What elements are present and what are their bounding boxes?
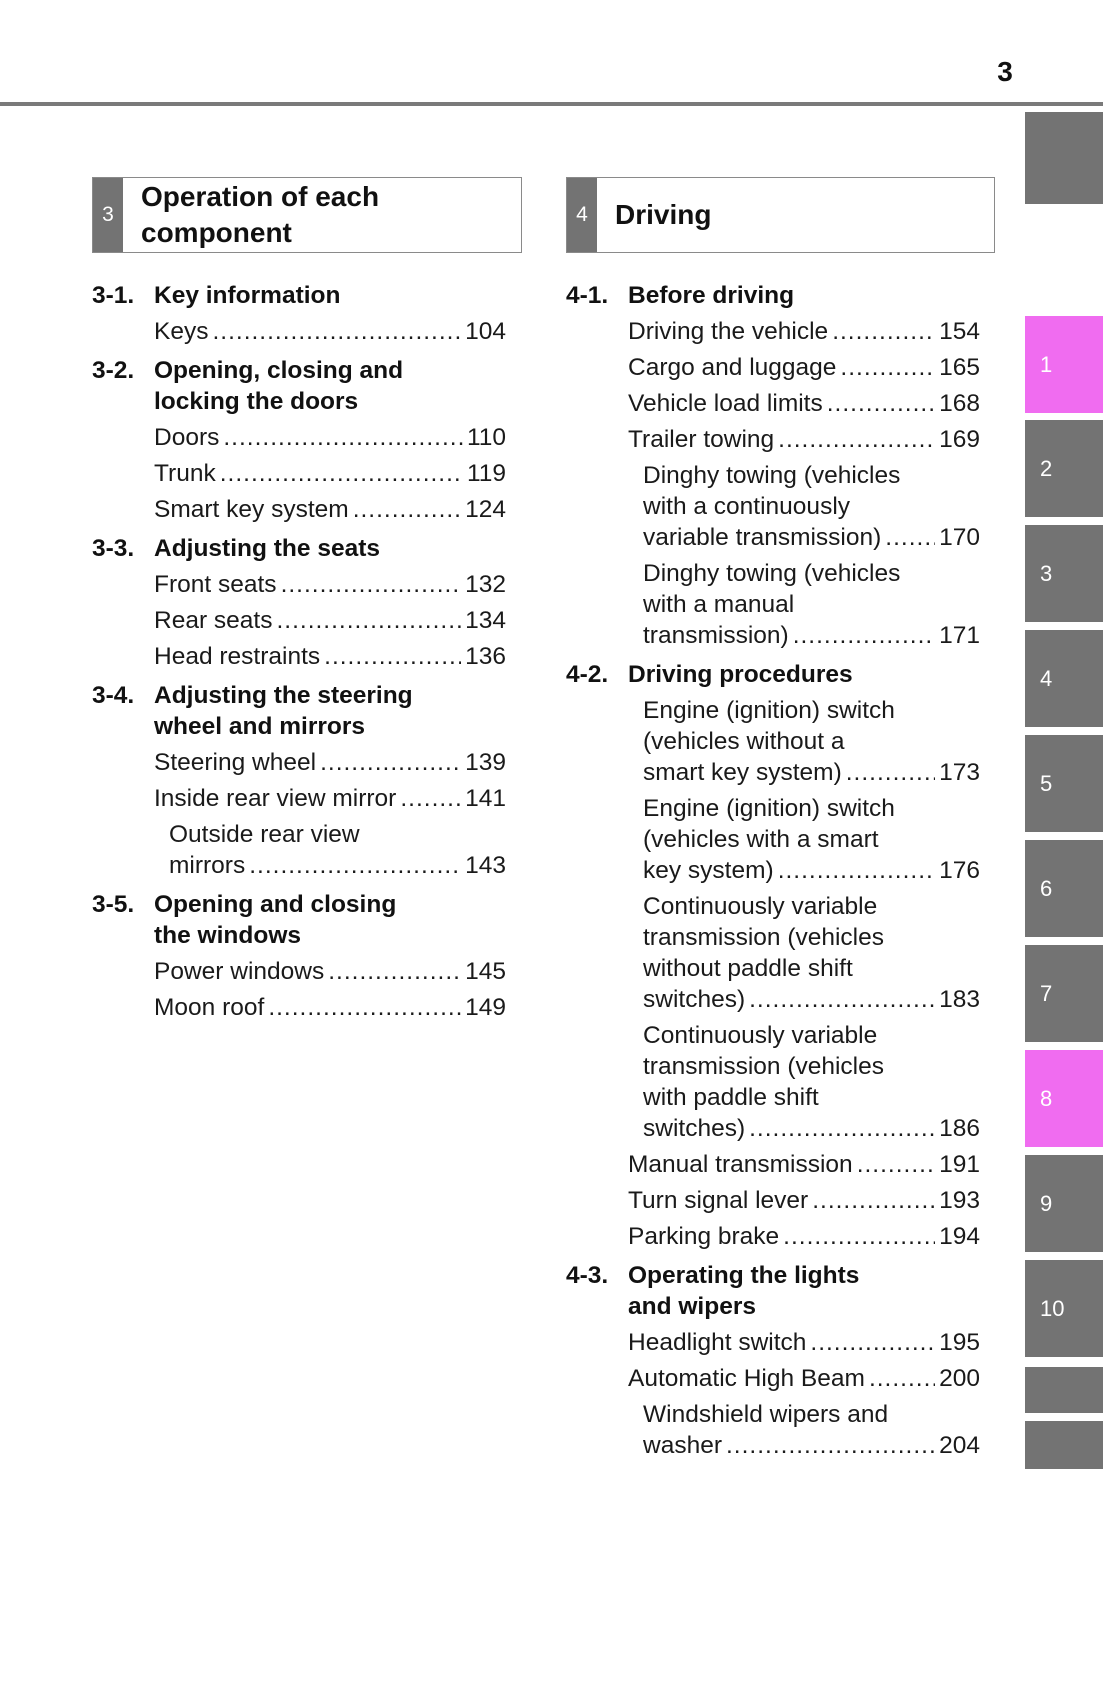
side-tab-label: 5 — [1040, 770, 1053, 796]
toc-entry[interactable] — [628, 793, 980, 886]
side-tab-9[interactable] — [1025, 1155, 1103, 1252]
toc-entry[interactable] — [154, 819, 506, 881]
toc-page-number[interactable]: 139 — [465, 749, 506, 776]
dot-leader — [810, 1327, 935, 1358]
toc-page-number[interactable]: 171 — [939, 622, 980, 649]
side-tab-label: 3 — [1040, 560, 1053, 586]
dot-leader — [320, 747, 461, 778]
toc-entry-text: Headlight switch — [628, 1329, 807, 1356]
toc-entry[interactable] — [154, 494, 506, 525]
toc-entry-text: Engine (ignition) switch — [643, 795, 895, 822]
dot-leader — [778, 424, 935, 455]
toc-entry[interactable] — [154, 422, 506, 453]
toc-entry-text: Steering wheel — [154, 749, 317, 776]
toc-page-number[interactable]: 173 — [939, 759, 980, 786]
toc-section-title: Operating the lights and wipers — [628, 1262, 860, 1320]
chapter-3-title-line1: Operation of each — [141, 181, 380, 212]
dot-leader — [249, 850, 461, 881]
toc-entry-text: Parking brake — [628, 1223, 780, 1250]
toc-page-number[interactable]: 186 — [939, 1115, 980, 1142]
side-tab-1[interactable] — [1025, 316, 1103, 413]
toc-entry[interactable] — [154, 458, 506, 489]
toc-section-title: Driving procedures — [628, 661, 853, 688]
toc-page-number[interactable]: 195 — [939, 1329, 980, 1356]
toc-page-number[interactable]: 149 — [465, 994, 506, 1021]
dot-leader — [840, 352, 935, 383]
toc-entry[interactable] — [628, 558, 980, 651]
toc-entry-text: Moon roof — [154, 994, 265, 1021]
toc-entry-text: transmission) — [643, 622, 789, 649]
toc-section-heading — [566, 1260, 980, 1322]
dot-leader — [783, 1221, 935, 1252]
toc-entry-text: switches) — [643, 986, 746, 1013]
toc-entry-text: with a manual — [643, 591, 795, 618]
dot-leader — [223, 422, 463, 453]
side-tab-4[interactable] — [1025, 630, 1103, 727]
toc-section-heading — [92, 533, 506, 564]
side-tab-label: 10 — [1040, 1295, 1065, 1321]
toc-entry-text: Driving the vehicle — [628, 318, 829, 345]
toc-entry-text: with paddle shift — [643, 1084, 819, 1111]
dot-leader — [778, 855, 935, 886]
toc-entry-text: Engine (ignition) switch — [643, 697, 895, 724]
toc-section-heading — [92, 680, 506, 742]
side-tab-blank[interactable] — [1025, 1367, 1103, 1413]
chapter-3-header — [92, 177, 522, 253]
toc-entry-text: Front seats — [154, 571, 277, 598]
toc-page-number[interactable]: 191 — [939, 1151, 980, 1178]
toc-page-number[interactable]: 141 — [465, 785, 506, 812]
toc-section-title: Adjusting the seats — [154, 535, 380, 562]
toc-entry-text: Outside rear view — [169, 821, 360, 848]
toc-entry-text: Inside rear view mirror — [154, 785, 397, 812]
toc-entry-text: Power windows — [154, 958, 325, 985]
side-tab-label: 6 — [1040, 875, 1053, 901]
toc-entry[interactable] — [628, 1327, 980, 1358]
toc-section-heading — [92, 355, 506, 417]
toc-entry[interactable] — [154, 747, 506, 778]
toc-section-number: 3-3. — [92, 535, 135, 562]
toc-entry[interactable] — [628, 1149, 980, 1180]
toc-page-number[interactable]: 200 — [939, 1365, 980, 1392]
toc-entry-text: switches) — [643, 1115, 746, 1142]
toc-page-number[interactable]: 134 — [465, 607, 506, 634]
chapter-3-title-line2: component — [141, 217, 292, 248]
dot-leader — [869, 1363, 935, 1394]
toc-section-title: Opening, closing and locking the doors — [154, 357, 404, 415]
chapter-4-toc — [566, 280, 980, 1461]
toc-page-number[interactable]: 204 — [939, 1432, 980, 1459]
toc-page-number[interactable]: 154 — [939, 318, 980, 345]
dot-leader — [885, 522, 935, 553]
dot-leader — [749, 1113, 935, 1144]
toc-entry-text: Trailer towing — [628, 426, 775, 453]
toc-section-title: Key information — [154, 282, 341, 309]
toc-entry-text: Manual transmission — [628, 1151, 853, 1178]
chapter-3-number: 3 — [93, 178, 123, 252]
toc-section-number: 4-2. — [566, 661, 609, 688]
dot-leader — [846, 757, 935, 788]
toc-entry-text: Turn signal lever — [628, 1187, 809, 1214]
dot-leader — [827, 388, 935, 419]
toc-entry[interactable] — [154, 992, 506, 1023]
toc-entry[interactable] — [628, 388, 980, 419]
toc-entry[interactable] — [154, 316, 506, 347]
toc-entry-text: Cargo and luggage — [628, 354, 837, 381]
toc-entry-text: washer — [643, 1432, 722, 1459]
toc-entry-text: Continuously variable — [643, 1022, 878, 1049]
toc-entry-text: Dinghy towing (vehicles — [643, 560, 901, 587]
dot-leader — [832, 316, 935, 347]
side-tab-label: 8 — [1040, 1085, 1053, 1111]
chapter-4-title: Driving — [615, 199, 712, 230]
side-tab-6[interactable] — [1025, 840, 1103, 937]
side-tab-7[interactable] — [1025, 945, 1103, 1042]
toc-section-number: 3-5. — [92, 891, 135, 918]
toc-page-number[interactable]: 176 — [939, 857, 980, 884]
toc-entry-text: Keys — [154, 318, 209, 345]
toc-entry[interactable] — [154, 569, 506, 600]
toc-entry-text: transmission (vehicles — [643, 924, 884, 951]
toc-entry[interactable] — [628, 316, 980, 347]
side-tab-blank[interactable] — [1025, 1421, 1103, 1469]
toc-section-title: Opening and closing the windows — [154, 891, 397, 949]
dot-leader — [726, 1430, 935, 1461]
toc-entry[interactable] — [628, 460, 980, 553]
dot-leader — [400, 783, 461, 814]
side-tab-10[interactable] — [1025, 1260, 1103, 1357]
side-tab-label: 9 — [1040, 1190, 1053, 1216]
toc-section-number: 4-3. — [566, 1262, 609, 1289]
toc-entry-text: Rear seats — [154, 607, 273, 634]
toc-entry-text: Automatic High Beam — [628, 1365, 865, 1392]
chapter-3-toc — [92, 280, 506, 1023]
dot-leader — [353, 494, 461, 525]
toc-page-number[interactable]: 194 — [939, 1223, 980, 1250]
side-tab-8[interactable] — [1025, 1050, 1103, 1147]
side-tab-3[interactable] — [1025, 525, 1103, 622]
toc-entry-text: Head restraints — [154, 643, 321, 670]
toc-entry-text: with a continuously — [643, 493, 851, 520]
chapter-4-header — [566, 177, 995, 253]
toc-entry[interactable] — [628, 1363, 980, 1394]
dot-leader — [749, 984, 935, 1015]
toc-entry[interactable] — [628, 1221, 980, 1252]
toc-entry-text: Continuously variable — [643, 893, 878, 920]
chapter-4-number: 4 — [567, 178, 597, 252]
toc-entry[interactable] — [154, 641, 506, 672]
toc-entry[interactable] — [628, 424, 980, 455]
toc-entry-text: (vehicles with a smart — [643, 826, 879, 853]
side-tab-label: 4 — [1040, 665, 1053, 691]
toc-entry[interactable] — [628, 695, 980, 788]
toc-page-number[interactable]: 168 — [939, 390, 980, 417]
side-tab-label: 1 — [1040, 351, 1053, 377]
toc-entry-text: Windshield wipers and — [643, 1401, 889, 1428]
dot-leader — [276, 605, 461, 636]
dot-leader — [281, 569, 462, 600]
toc-entry-text: Vehicle load limits — [628, 390, 823, 417]
toc-page-number[interactable]: 165 — [939, 354, 980, 381]
toc-page-number[interactable]: 124 — [465, 496, 506, 523]
toc-section-heading — [566, 659, 980, 690]
toc-entry[interactable] — [628, 1020, 980, 1144]
toc-entry-text: (vehicles without a — [643, 728, 845, 755]
toc-entry-text: variable transmission) — [643, 524, 882, 551]
toc-entry-text: Doors — [154, 424, 220, 451]
toc-page-number[interactable]: 143 — [465, 852, 506, 879]
toc-entry-text: smart key system) — [643, 759, 842, 786]
toc-section-number: 3-1. — [92, 282, 135, 309]
toc-entry-text: Smart key system — [154, 496, 349, 523]
dot-leader — [268, 992, 461, 1023]
toc-page-number[interactable]: 132 — [465, 571, 506, 598]
side-tab-blank[interactable] — [1025, 112, 1103, 204]
toc-entry[interactable] — [628, 1399, 980, 1461]
side-tab-5[interactable] — [1025, 735, 1103, 832]
toc-entry-text: Dinghy towing (vehicles — [643, 462, 901, 489]
toc-page-number[interactable]: 170 — [939, 524, 980, 551]
toc-section-number: 3-4. — [92, 682, 135, 709]
toc-entry[interactable] — [628, 1185, 980, 1216]
dot-leader — [324, 641, 461, 672]
toc-page-number[interactable]: 193 — [939, 1187, 980, 1214]
toc-entry[interactable] — [628, 352, 980, 383]
chapter-3-title — [141, 178, 513, 252]
toc-section-heading — [92, 889, 506, 951]
toc-entry-text: without paddle shift — [643, 955, 853, 982]
toc-entry-text: Trunk — [154, 460, 216, 487]
toc-entry[interactable] — [628, 891, 980, 1015]
toc-section-title: Before driving — [628, 282, 795, 309]
toc-page-number[interactable]: 119 — [466, 460, 506, 487]
toc-page-number[interactable]: 183 — [939, 986, 980, 1013]
toc-section-title: Adjusting the steering wheel and mirrors — [154, 682, 413, 740]
dot-leader — [328, 956, 461, 987]
toc-entry[interactable] — [154, 605, 506, 636]
dot-leader — [857, 1149, 935, 1180]
toc-page-number[interactable]: 110 — [466, 424, 506, 451]
toc-section-heading — [92, 280, 506, 311]
side-tab-label: 2 — [1040, 455, 1053, 481]
page-number: 3 — [997, 56, 1013, 87]
toc-page-number[interactable]: 145 — [465, 958, 506, 985]
toc-page-number[interactable]: 104 — [465, 318, 506, 345]
dot-leader — [812, 1185, 935, 1216]
toc-section-number: 3-2. — [92, 357, 135, 384]
dot-leader — [212, 316, 461, 347]
toc-entry[interactable] — [154, 956, 506, 987]
header-rule — [0, 102, 1103, 106]
dot-leader — [793, 620, 935, 651]
side-tab-label: 7 — [1040, 980, 1053, 1006]
toc-entry-text: mirrors — [169, 852, 246, 879]
toc-entry[interactable] — [154, 783, 506, 814]
toc-entry-text: transmission (vehicles — [643, 1053, 884, 1080]
dot-leader — [220, 458, 463, 489]
toc-section-number: 4-1. — [566, 282, 609, 309]
toc-page-number[interactable]: 136 — [465, 643, 506, 670]
toc-section-heading — [566, 280, 980, 311]
toc-page-number[interactable]: 169 — [939, 426, 980, 453]
toc-entry-text: key system) — [643, 857, 774, 884]
side-tab-2[interactable] — [1025, 420, 1103, 517]
